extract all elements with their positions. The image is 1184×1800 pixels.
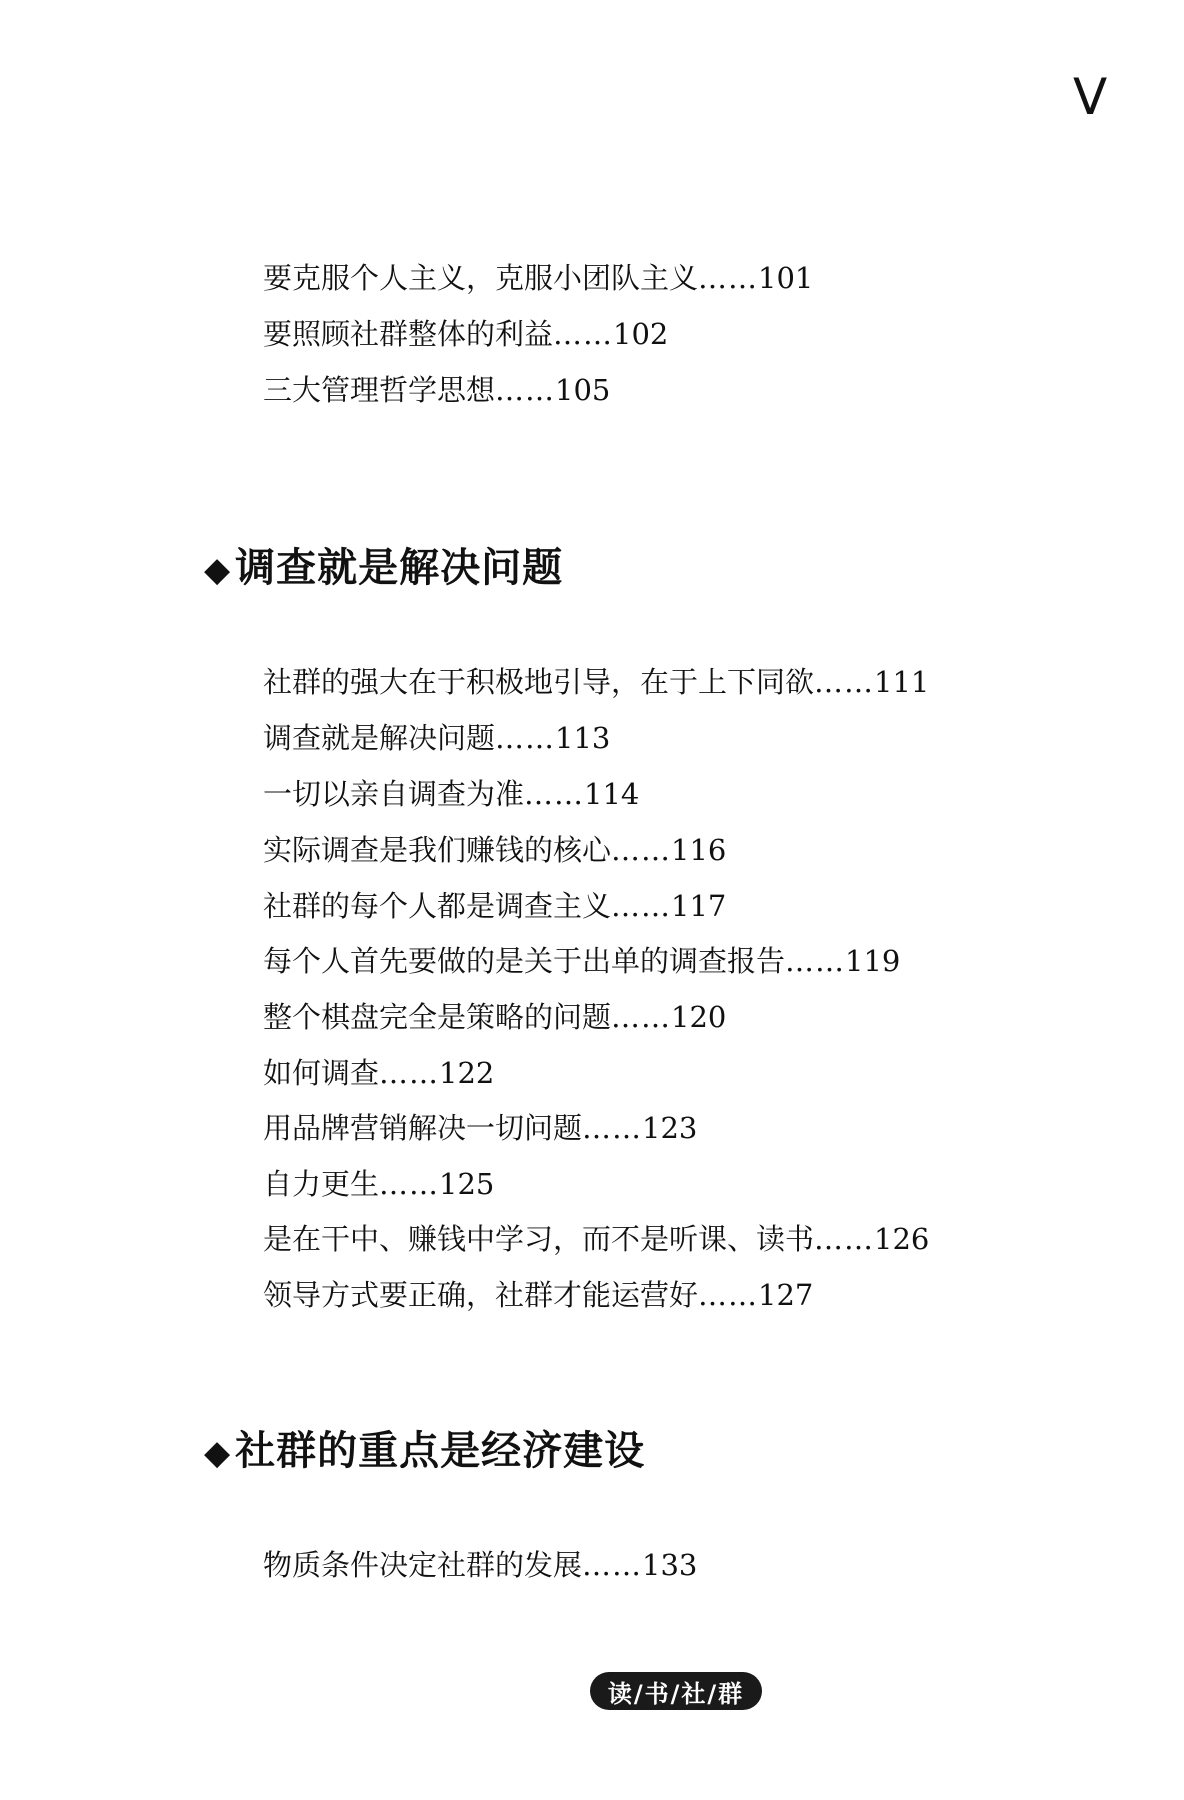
toc-entry[interactable] <box>263 1056 495 1090</box>
toc-leader-dots: …… <box>379 1167 440 1201</box>
toc-leader-dots: …… <box>553 317 614 351</box>
footer-logo-text: 读/书/社/群 <box>607 1679 745 1708</box>
toc-entry[interactable] <box>263 1111 698 1145</box>
toc-leader-dots: …… <box>582 1548 643 1582</box>
toc-entry-page: 117 <box>671 889 727 923</box>
toc-leader-dots: …… <box>814 665 875 699</box>
toc-entry-title: 一切以亲自调查为准 <box>263 777 525 811</box>
toc-entry[interactable] <box>263 1222 930 1256</box>
toc-leader-dots: …… <box>814 1222 875 1256</box>
toc-entry-page: 126 <box>874 1222 930 1256</box>
toc-leader-dots: …… <box>698 261 759 295</box>
toc-entry-title: 物质条件决定社群的发展 <box>263 1548 583 1582</box>
toc-entry-page: 114 <box>584 777 640 811</box>
toc-entry-title: 社群的每个人都是调查主义 <box>263 889 612 923</box>
toc-leader-dots: …… <box>524 777 585 811</box>
toc-leader-dots: …… <box>495 721 556 755</box>
toc-leader-dots: …… <box>785 944 846 978</box>
section-heading <box>204 544 564 591</box>
toc-entry[interactable] <box>263 777 640 811</box>
toc-leader-dots: …… <box>495 373 556 407</box>
toc-entry[interactable] <box>263 317 669 351</box>
toc-leader-dots: …… <box>611 833 672 867</box>
toc-entry-page: 119 <box>845 944 901 978</box>
toc-entry[interactable] <box>263 1000 727 1034</box>
toc-entry[interactable] <box>263 1167 495 1201</box>
toc-entry-title: 要克服个人主义，克服小团队主义 <box>263 261 699 295</box>
toc-entry-title: 三大管理哲学思想 <box>263 373 496 407</box>
toc-entry-page: 101 <box>758 261 814 295</box>
toc-leader-dots: …… <box>379 1056 440 1090</box>
toc-entry[interactable] <box>263 833 727 867</box>
toc-entry-page: 111 <box>874 665 930 699</box>
toc-entry[interactable] <box>263 1548 698 1582</box>
toc-entry[interactable] <box>263 1278 814 1312</box>
section-heading-text: 社群的重点是经济建设 <box>235 1427 646 1474</box>
diamond-bullet-icon: ◆ <box>204 1433 232 1473</box>
footer-logo <box>590 1672 762 1710</box>
toc-entry-title: 社群的强大在于积极地引导，在于上下同欲 <box>263 665 815 699</box>
toc-entry-title: 调查就是解决问题 <box>263 721 496 755</box>
toc-leader-dots: …… <box>611 1000 672 1034</box>
toc-entry-page: 123 <box>642 1111 698 1145</box>
toc-entry-title: 用品牌营销解决一切问题 <box>263 1111 583 1145</box>
toc-entry-page: 120 <box>671 1000 727 1034</box>
toc-entry[interactable] <box>263 373 611 407</box>
toc-leader-dots: …… <box>698 1278 759 1312</box>
toc-entry-page: 113 <box>555 721 611 755</box>
toc-entry-title: 是在干中、赚钱中学习，而不是听课、读书 <box>263 1222 815 1256</box>
toc-leader-dots: …… <box>582 1111 643 1145</box>
toc-entry[interactable] <box>263 889 727 923</box>
page-number: V <box>1073 68 1108 126</box>
diamond-bullet-icon: ◆ <box>204 550 232 590</box>
toc-entry-page: 127 <box>758 1278 814 1312</box>
toc-entry-title: 要照顾社群整体的利益 <box>263 317 554 351</box>
toc-entry-title: 实际调查是我们赚钱的核心 <box>263 833 612 867</box>
toc-entry[interactable] <box>263 944 901 978</box>
toc-entry[interactable] <box>263 721 611 755</box>
toc-entry-title: 每个人首先要做的是关于出单的调查报告 <box>263 944 786 978</box>
toc-entry-page: 122 <box>439 1056 495 1090</box>
toc-entry[interactable] <box>263 665 930 699</box>
toc-entry-page: 116 <box>671 833 727 867</box>
section-heading <box>204 1427 646 1474</box>
toc-leader-dots: …… <box>611 889 672 923</box>
toc-entry-title: 自力更生 <box>263 1167 380 1201</box>
toc-entry-title: 领导方式要正确，社群才能运营好 <box>263 1278 699 1312</box>
toc-entry-page: 105 <box>555 373 611 407</box>
toc-entry-page: 102 <box>613 317 669 351</box>
toc-entry-page: 125 <box>439 1167 495 1201</box>
section-heading-text: 调查就是解决问题 <box>235 544 564 591</box>
toc-entry-title: 整个棋盘完全是策略的问题 <box>263 1000 612 1034</box>
toc-entry-page: 133 <box>642 1548 698 1582</box>
toc-entry-title: 如何调查 <box>263 1056 380 1090</box>
toc-entry[interactable] <box>263 261 814 295</box>
